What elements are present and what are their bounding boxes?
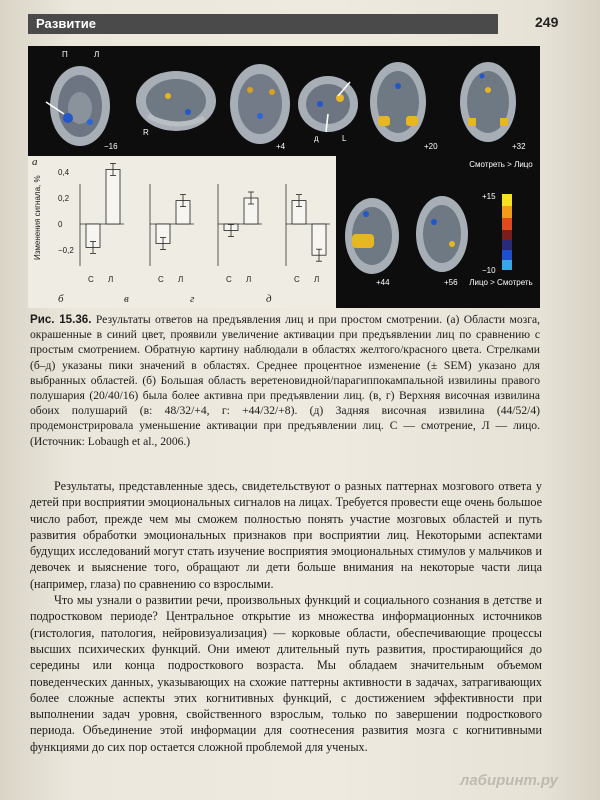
- tick-label: 0,2: [58, 194, 70, 203]
- running-header: [28, 14, 498, 34]
- panel-letter: д: [266, 293, 272, 305]
- brain-slices-top: [28, 46, 540, 156]
- tick-label: 0: [58, 220, 63, 229]
- brain-slice: [345, 198, 399, 274]
- legend-bottom-label: Лицо > Смотреть: [469, 278, 533, 287]
- figure-caption: [30, 312, 540, 449]
- slice-label: +44: [376, 278, 390, 287]
- slice-label: −16: [104, 142, 118, 151]
- body-text: [30, 478, 542, 755]
- y-axis-label: Изменения сигнала, %: [33, 175, 42, 260]
- page-number: 249: [535, 14, 559, 30]
- bar-label: С: [226, 275, 232, 284]
- sagittal-mark: L: [342, 134, 347, 143]
- brain-slice: [46, 66, 110, 146]
- slice-label: +20: [424, 142, 438, 151]
- bar-label: С: [158, 275, 164, 284]
- brain-slice: [136, 71, 216, 131]
- brain-slice: [298, 76, 358, 132]
- brain-slice: [370, 62, 426, 142]
- brain-slices-bottom: [336, 156, 540, 308]
- slice-label: +32: [512, 142, 526, 151]
- bar: [106, 169, 120, 224]
- legend-top-label: Смотреть > Лицо: [469, 160, 533, 169]
- bar-label: Л: [314, 275, 320, 284]
- tick-label: 0,4: [58, 168, 70, 177]
- slice-label: +4: [276, 142, 286, 151]
- brain-slice: [460, 62, 516, 142]
- bar-charts-svg: [28, 156, 336, 308]
- caption-id: Рис. 15.36.: [30, 313, 92, 326]
- slice-label: +56: [444, 278, 458, 287]
- bar-charts-panel: [28, 156, 336, 308]
- paragraph: Что мы узнали о развитии речи, произвольных функций и социального сознания в детстве и подростковом периоде? Центральное открытие из множества информационных источников (гистология, патология, нейровизуализация) — корковые области, обеспечивающие процессы высших психических функций. Они имеют длительный путь развития, простирающийся до середины или конца подросткового возраста. Мы обладаем значительным объемом поведенческих данных, указывающих на схожие паттерны активности в задачах, затрагивающих более сложные аспекты этих когнитивных функций, с достижением эффективности при выполнении задач уровня, свойственного взрослым, только по завершении подросткового периода. Объединение этой информации для соотнесения развития мозга с когнитивными функциями до сих пор остается сложной проблемой для ученых.: [30, 593, 542, 754]
- figure-15-36: [28, 46, 540, 308]
- brain-slice: [416, 196, 468, 272]
- watermark: лабиринт.ру: [460, 772, 558, 789]
- orientation-right: Л: [94, 50, 100, 59]
- paragraph: Результаты, представленные здесь, свидетельствуют о разных паттернах мозгового ответа у детей при восприятии эмоциональных сигналов на лицах. Требуется провести еще очень большое число работ, прежде чем мы сможем полностью понять участие мозговых областей и путь развития обработки эмоциональных признаков при восприятии лиц. Некоторыми аспектами будущих исследований могут стать изучение восприятия эмоциональных стимулов у мальчиков и девочек и выяснение того, обращают ли дети больше внимания на некоторые части лица (например, глаза) по сравнению со взрослыми.: [30, 479, 542, 591]
- bar-label: Л: [178, 275, 184, 284]
- bar-label: С: [88, 275, 94, 284]
- arrow-letter: д: [314, 134, 319, 143]
- section-title: Развитие: [36, 16, 96, 31]
- panel-letter: б: [58, 293, 64, 305]
- tick-label: −0,2: [58, 246, 74, 255]
- orientation-left: П: [62, 50, 68, 59]
- caption-text: Результаты ответов на предъявления лиц и при простом смотрении. (а) Области мозга, окрашенные в синий цвет, проявили увеличение активации при предъявлении лиц по сравнению с простым смотрением. Обратную картину наблюдали в областях желтого/красного цвета. Стрелками (б–д) указаны пики значений в областях. Среднее процентное изменение (± SEM) указано для выбранных областей. (б) Большая область веретеновидной/парагиппокампальной извилины правого полушария (20/40/16) была более активна при предъявлении лиц. (в, г) Верхняя височная извилина обоих полушарий (в: 48/32/+4, г: +44/32/+8). (д) Задняя височная извилина (44/52/4) продемонстрировала уменьшение активации при предъявлении лиц. С — смотрение, Л — лицо. (Источник: Lobaugh et al., 2006.): [30, 313, 540, 448]
- colorbar: [502, 194, 512, 270]
- bar-label: С: [294, 275, 300, 284]
- panel-letter: в: [124, 293, 129, 305]
- bar-label: Л: [246, 275, 252, 284]
- brain-slices-row: [28, 46, 540, 156]
- legend-min: −10: [482, 266, 496, 275]
- legend-max: +15: [482, 192, 496, 201]
- panel-letter: г: [190, 293, 195, 305]
- brain-slice: [230, 64, 290, 144]
- bar-label: Л: [108, 275, 114, 284]
- panel-a-label: а: [32, 156, 38, 168]
- sagittal-mark: R: [143, 128, 149, 137]
